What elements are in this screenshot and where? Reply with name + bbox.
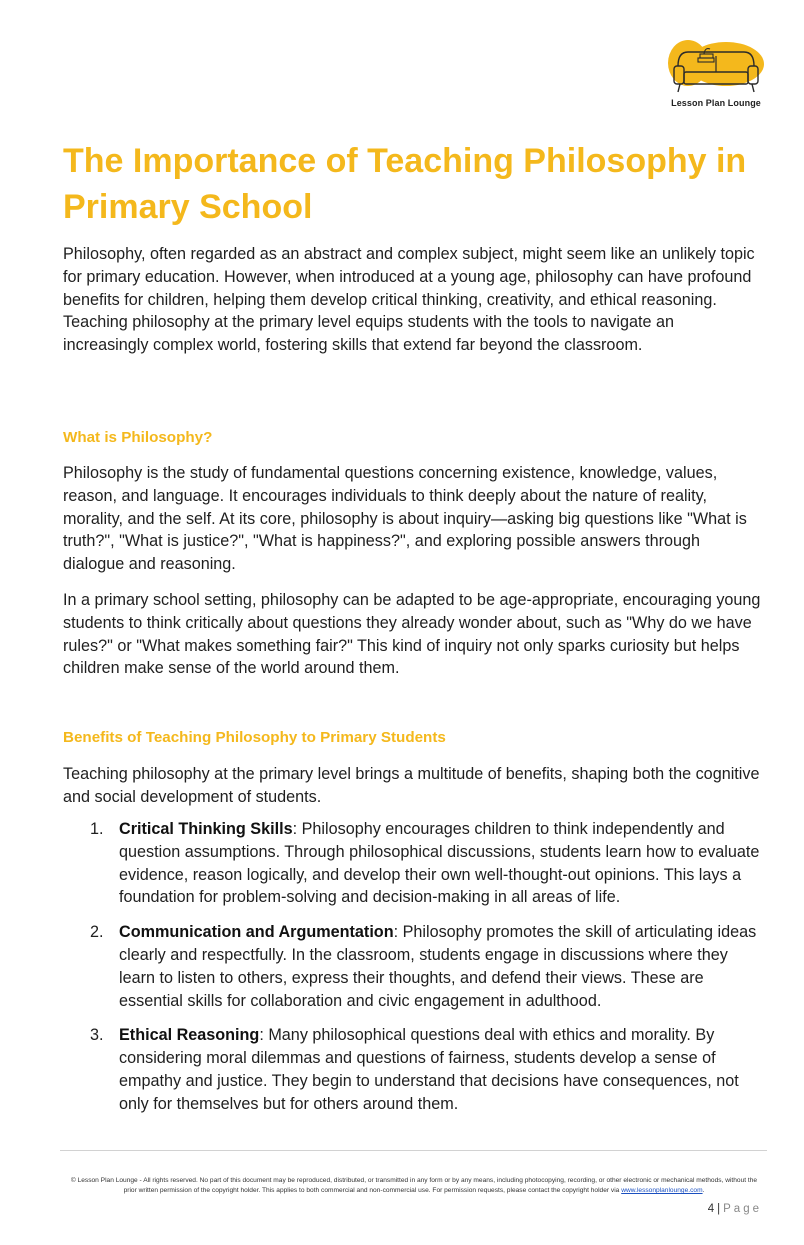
list-number: 1. — [90, 820, 104, 838]
section1-body — [63, 462, 763, 576]
page-label: Page — [723, 1203, 762, 1215]
page-title: The Importance of Teaching Philosophy in Primary School — [63, 142, 747, 226]
section1-body-2 — [63, 589, 763, 680]
section-benefits — [63, 729, 763, 746]
list-item-title: Critical Thinking Skills — [119, 820, 293, 838]
page-separator: | — [717, 1203, 721, 1215]
website-link[interactable]: www.lessonplanlounge.com — [621, 1187, 703, 1194]
section-heading: What is Philosophy? — [63, 429, 213, 446]
list-item — [63, 921, 763, 1012]
page-number — [708, 1203, 762, 1215]
section1-paragraph: In a primary school setting, philosophy can be adapted to be age-appropriate, encouraging young students to think critically about questions they already wonder about, such as "Why do we have rules?" or "What makes something fair?" This kind of inquiry not only sparks curiosity but helps children make sense of the world around them. — [63, 591, 761, 678]
section2-paragraph: Teaching philosophy at the primary level brings a multitude of benefits, shaping both the cognitive and social development of students. — [63, 765, 760, 806]
section1-paragraph: Philosophy is the study of fundamental questions concerning existence, knowledge, values, reason, and language. It encourages individuals to think deeply about the nature of reality, morality, and the self. At its core, philosophy is about inquiry—asking big questions like "What is truth?", "What is justice?", "What is happiness?", and exploring possible answers through dialogue and reasoning. — [63, 464, 747, 574]
list-item-title: Ethical Reasoning — [119, 1026, 260, 1045]
intro-paragraph: Philosophy, often regarded as an abstract and complex subject, might seem like an unlikely topic for primary education. However, when introduced at a young age, philosophy can have profound benefits for children, helping them develop critical thinking, creativity, and ethical reasoning. Teaching philosophy at the primary level equips students with the tools to navigate an increasingly complex world, fostering skills that extend far beyond the classroom. — [63, 245, 755, 355]
copyright-text: © Lesson Plan Lounge - All rights reserved. No part of this document may be reproduced, distributed, or transmitted in any form or by any means, including photocopying, recording, or other electronic or mechanical methods, without the prior written permission of the copyright holder. This applies to both commercial and non-commercial use. For permission requests, please contact the copyright holder via — [70, 1177, 758, 1194]
list-item — [63, 818, 763, 909]
list-item-text: : Philosophy encourages children to think independently and question assumptions. Through philosophical discussions, students learn how to evaluate evidence, reason logically, and develop their own well-thought-out opinions. This lays a foundation for problem-solving and decision-making in all areas of life. — [119, 820, 760, 907]
intro-block — [63, 243, 763, 357]
link-suffix: . — [702, 1187, 705, 1194]
brand-logo — [664, 36, 768, 112]
page-number-value: 4 — [707, 1203, 715, 1215]
list-item-title: Communication and Argumentation — [119, 923, 394, 942]
list-item — [63, 1024, 763, 1115]
list-item-text: : Many philosophical questions deal with ethics and morality. By considering moral dilemmas and questions of fairness, students develop a sense of empathy and justice. They begin to understand that decisions have consequences, not only for themselves but for others around them. — [119, 1026, 739, 1113]
brand-name: Lesson Plan Lounge — [671, 98, 761, 108]
list-item-text: : Philosophy promotes the skill of articulating ideas clearly and respectfully. In the classroom, students engage in discussions where they learn to listen to others, express their thoughts, and defend their views. These are essential skills for collaboration and civic engagement in adulthood. — [119, 923, 757, 1010]
section-what-is-philosophy — [63, 429, 763, 446]
sofa-icon — [664, 36, 768, 98]
section-heading: Benefits of Teaching Philosophy to Primary Students — [63, 729, 446, 746]
section2-intro — [63, 763, 763, 809]
benefits-list — [63, 818, 763, 1128]
footer-divider — [60, 1150, 767, 1151]
list-number: 2. — [90, 923, 104, 942]
footer-copyright — [66, 1176, 762, 1196]
list-number: 3. — [90, 1026, 104, 1045]
